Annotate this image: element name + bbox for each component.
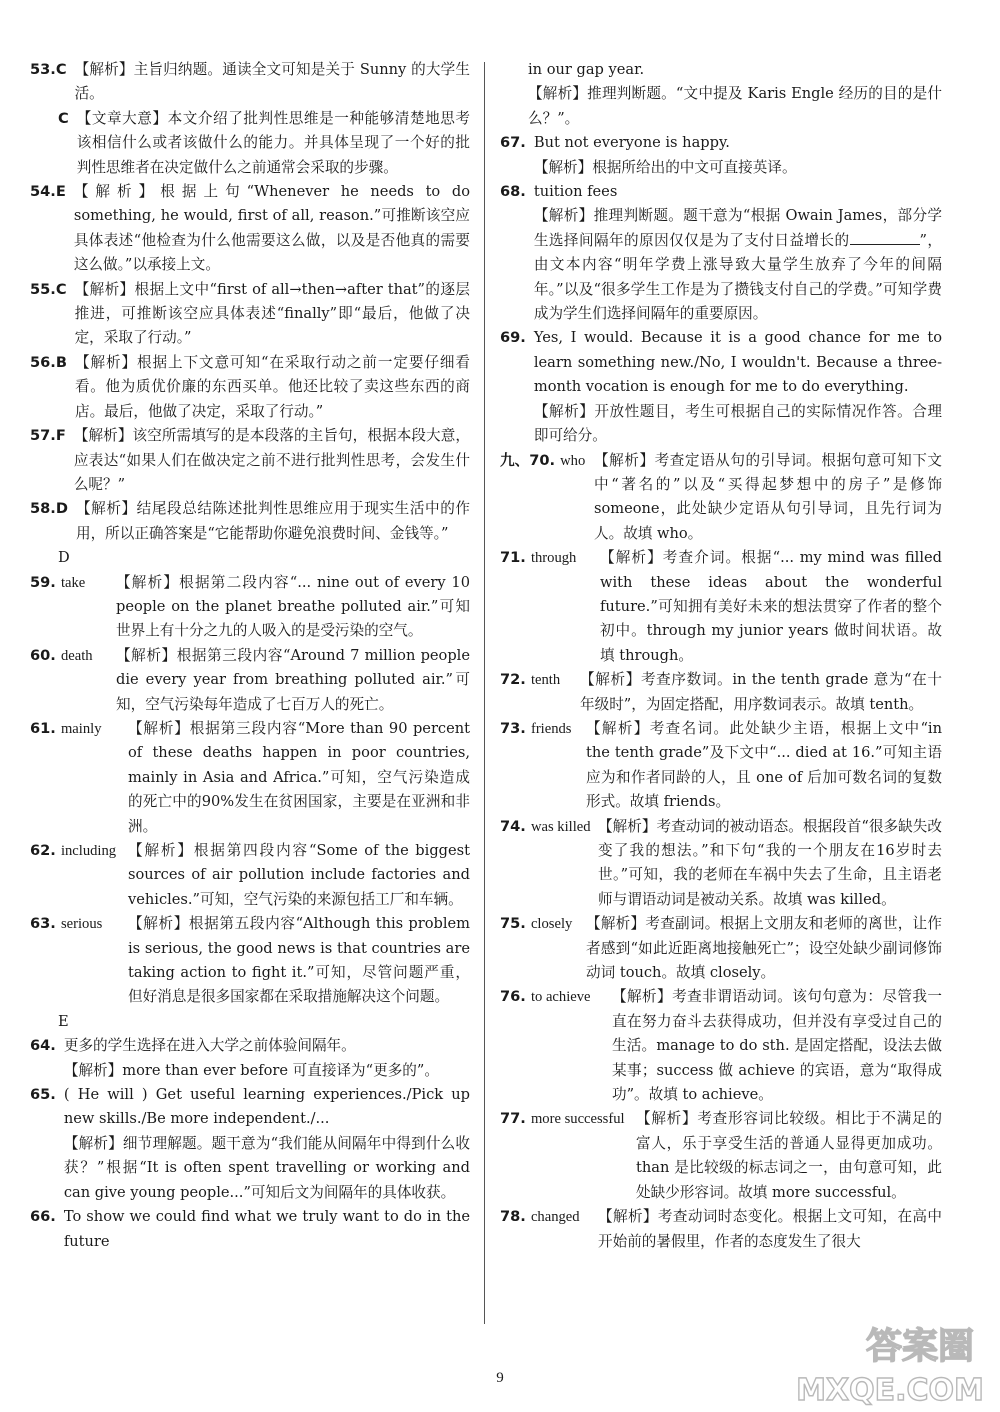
- explanation: 【解析】more than ever before 可直接译为“更多的”。: [63, 1061, 439, 1079]
- answer-76: [500, 985, 942, 1107]
- explanation: 【解析】考查非谓语动词。该句句意为：尽管我一直在努力奋斗去获得成功，但并没有享受过自己的生活。manage to do sth. 是固定搭配，设法去做某事；success 做 achieve 的宾语，意为“取得成功”。故填 to achieve。: [612, 988, 942, 1104]
- answer-67: [500, 131, 942, 180]
- answer-55: [30, 278, 470, 351]
- explanation: 【解析】该空所需填写的是本段落的主旨句，根据本段大意，应表达“如果人们在做决定之前不进行批判性思考，会发生什么呢？”: [73, 427, 470, 493]
- answer-78: [500, 1205, 942, 1254]
- question-number: 54.E: [30, 183, 66, 201]
- explanation: 【解析】结尾段总结陈述批判性思维应用于现实生活中的作用，所以正确答案是“它能帮助你避免浪费时间、金钱等。”: [75, 500, 470, 542]
- answer-74: [500, 815, 942, 913]
- question-number: 66.: [30, 1208, 56, 1226]
- section-heading-e: E: [58, 1012, 69, 1030]
- answer-60: [30, 644, 470, 717]
- answer-word: through: [530, 550, 577, 567]
- explanation: 【解析】考查动词的被动语态。根据段首“很多缺失改变了我的想法。”和下句“我的一个朋友在16岁时去世。”可知，我的老师在车祸中失去了生命，且主语老师与谓语动词是被动关系。故填 was killed。: [598, 817, 942, 908]
- explanation: 【解析】推理判断题。“文中提及 Karis Engle 经历的目的是什么？”。: [528, 85, 942, 127]
- question-number: 77.: [500, 1110, 526, 1128]
- question-number: 71.: [500, 549, 526, 567]
- explanation: 【解析】根据上文中“first of all→then→after that”的逐层推进，可推断该空应具体表述“finally”即“最后，他做了决定，采取了行动。”: [74, 280, 470, 347]
- answer-word: including: [60, 843, 117, 859]
- explanation: 【解析】根据第五段内容“Although this problem is serious, the good news is that countries are taking action to fight it.”可知，尽管问题严重，但好消息是很多国家都在采取措施解决这个问题。: [128, 915, 470, 1006]
- question-number: 67.: [500, 134, 526, 152]
- question-number: 60.: [30, 646, 56, 664]
- explanation: 【解析】细节理解题。题干意为“我们能从间隔年中得到什么收获？”根据“It is often spent travelling or working and can give young people...”可知后文为间隔年的具体收获。: [63, 1134, 470, 1201]
- answer-77: [500, 1107, 942, 1205]
- question-number: 69.: [500, 329, 526, 347]
- question-number: 59.: [30, 573, 56, 591]
- question-number: 75.: [500, 915, 526, 933]
- question-number: 76.: [500, 988, 526, 1006]
- answer-text: ( He will ) Get useful learning experiences./Pick up new skills./Be more independent./...: [63, 1086, 470, 1128]
- explanation: 【解析】根据上下文意可知“在采取行动之前一定要仔细看看。他为质优价廉的东西买单。他还比较了卖这些东西的商店。最后，他做了决定，采取了行动。”: [74, 353, 470, 420]
- section-label: C: [58, 109, 69, 127]
- explanation: 【解析】考查序数词。in the tenth grade 意为“在十年级时”，为固定搭配，用序数词表示。故填 tenth。: [580, 671, 942, 713]
- question-number: 61.: [30, 719, 56, 737]
- answer-word: take: [60, 574, 86, 591]
- explanation: 【解析】考查名词。此处缺少主语，根据上文中“in the tenth grade”及下文中“... died at 16.”可知主语应为和作者同龄的人，且 one of 后加可数名词的复数形式。故填 friends。: [586, 719, 942, 811]
- explanation-part-1: 【解析】推理判断题。题干意为“根据 Owain James，部分学生选择间隔年的原因仅仅是为了支付日益增长的: [533, 207, 942, 249]
- answer-70: [500, 449, 942, 547]
- answer-text: tuition fees: [533, 183, 618, 201]
- column-divider: [484, 62, 485, 1324]
- answer-text: 更多的学生选择在进入大学之前体验间隔年。: [63, 1037, 356, 1055]
- answer-text: But not everyone is happy.: [533, 134, 730, 152]
- answer-word: more successful: [530, 1111, 625, 1128]
- answer-63: [30, 912, 470, 1010]
- answer-66: [30, 1205, 470, 1254]
- explanation: 【解析】根据所给出的中文可直接英译。: [533, 158, 797, 176]
- answer-66-continued: [500, 58, 942, 131]
- answer-word: to achieve: [530, 989, 591, 1006]
- answer-word: serious: [60, 916, 103, 933]
- answer-65: [30, 1083, 470, 1205]
- answer-word: changed: [530, 1209, 580, 1226]
- explanation: 【解析】根据第四段内容“Some of the biggest sources of air pollution include factories and vehicles.”可知，空气污染的来源包括工厂和车辆。: [128, 842, 470, 908]
- summary-text: 【文章大意】本文介绍了批判性思维是一种能够清楚地思考该相信什么或者该做什么的能力。并具体呈现了一个好的批判性思维者在决定做什么之前通常会采取的步骤。: [76, 109, 470, 176]
- answer-58: [30, 497, 470, 546]
- answer-62: [30, 839, 470, 912]
- answer-69: [500, 326, 942, 448]
- answer-56: [30, 351, 470, 424]
- explanation: 【解析】根据第三段内容“More than 90 percent of these deaths happen in poor countries, mainly in Asia and Africa.”可知，空气污染造成的死亡中的90%发生在贫困国家，主要是在亚洲和非洲。: [128, 719, 470, 835]
- question-number: 74.: [500, 817, 526, 835]
- question-number: 78.: [500, 1208, 526, 1226]
- section-c-summary: [30, 107, 470, 180]
- answer-59: [30, 571, 470, 644]
- explanation: 【解析】根据第二段内容“... nine out of every 10 people on the planet breathe polluted air.”可知世界上有十分之九的人吸入的是受污染的空气。: [116, 573, 470, 640]
- question-number: 73.: [500, 719, 526, 737]
- question-number: 56.B: [30, 353, 67, 371]
- explanation: 【解析】考查形容词比较级。相比于不满足的富人，乐于享受生活的普通人显得更加成功。than 是比较级的标志词之一，由句意可知，此处缺少形容词。故填 more successful。: [636, 1110, 942, 1201]
- answer-text: Yes, I would. Because it is a good chance for me to learn something new./No, I wouldn't. Because a three-month vocation is enough for me to do everything.: [533, 329, 942, 396]
- question-number: 64.: [30, 1037, 56, 1055]
- left-column: [30, 58, 470, 1332]
- answer-word: who: [560, 452, 586, 469]
- answer-61: [30, 717, 470, 839]
- answer-word: friends: [530, 720, 572, 737]
- answer-word: was killed: [530, 818, 591, 835]
- question-number: 57.F: [30, 427, 66, 445]
- watermark-bottom-text: MXQE.COM: [796, 1373, 984, 1408]
- answer-word: death: [60, 647, 93, 664]
- question-number: 63.: [30, 915, 56, 933]
- question-number: 62.: [30, 842, 56, 859]
- page-number: 9: [496, 1370, 504, 1386]
- explanation: 【解析】考查副词。根据上文朋友和老师的离世，让作者感到“如此近距离地接触死亡”；设空处缺少副词修饰动词 touch。故填 closely。: [586, 915, 942, 982]
- explanation: 【解析】根据第三段内容“Around 7 million people die every year from breathing polluted air.”可知，空气污染每年造成了七百万人的死亡。: [116, 646, 470, 713]
- question-number: 53.C: [30, 61, 67, 78]
- question-number: 55.C: [30, 280, 67, 298]
- explanation: 【解析】考查动词时态变化。根据上文可知，在高中开始前的暑假里，作者的态度发生了很大: [598, 1208, 942, 1250]
- answer-57: [30, 424, 470, 497]
- answer-word: tenth: [530, 672, 561, 689]
- section-heading-d: D: [58, 549, 70, 567]
- explanation: 【解析】主旨归纳题。通读全文可知是关于 Sunny 的大学生活。: [74, 61, 470, 103]
- answer-53: [30, 58, 470, 107]
- answer-text: To show we could find what we truly want to do in the future: [63, 1208, 470, 1250]
- question-number: 58.D: [30, 500, 68, 518]
- question-number: 68.: [500, 183, 526, 201]
- explanation: 【解析】考查定语从句的引导词。根据句意可知下文中“著名的”以及“买得起梦想中的房子”是修饰 someone，此处缺少定语从句引导词，且先行词为人。故填 who。: [594, 451, 942, 542]
- explanation: 【解析】根据上句“Whenever he needs to do something, he would, first of all, reason.”可推断该空应具体表述“他检查为什么他需要这么做，以及是否他真的需要这么做。”以承接上文。: [73, 183, 470, 274]
- answer-71: [500, 546, 942, 668]
- right-column: [500, 58, 942, 1332]
- question-number: 72.: [500, 671, 526, 689]
- watermark-logo: [770, 1318, 990, 1408]
- answer-64: [30, 1034, 470, 1083]
- answer-word: mainly: [60, 720, 102, 737]
- explanation: 【解析】考查介词。根据“... my mind was filled with these ideas about the wonderful future.”可知拥有美好未来的想法贯穿了作者的整个初中。through my junior years 做时间状语。故填 through。: [600, 549, 942, 664]
- explanation: 【解析】开放性题目，考生可根据自己的实际情况作答。合理即可给分。: [533, 402, 942, 445]
- answer-54: [30, 180, 470, 278]
- question-number: 九、70.: [500, 451, 556, 469]
- question-number: 65.: [30, 1086, 56, 1104]
- fill-blank: [850, 230, 920, 245]
- explanation-part-2: ”，由文本内容“明年学费上涨导致大量学生放弃了今年的间隔年。”以及“很多学生工作是为了攒钱支付自己的学费。”可知学费成为学生们选择间隔年的重要原因。: [533, 231, 942, 323]
- watermark-top-text: 答案圈: [865, 1326, 975, 1367]
- answer-text: in our gap year.: [528, 61, 645, 78]
- answer-75: [500, 912, 942, 985]
- answer-73: [500, 717, 942, 815]
- answer-68: [500, 180, 942, 326]
- answer-word: closely: [530, 916, 573, 933]
- answer-72: [500, 668, 942, 717]
